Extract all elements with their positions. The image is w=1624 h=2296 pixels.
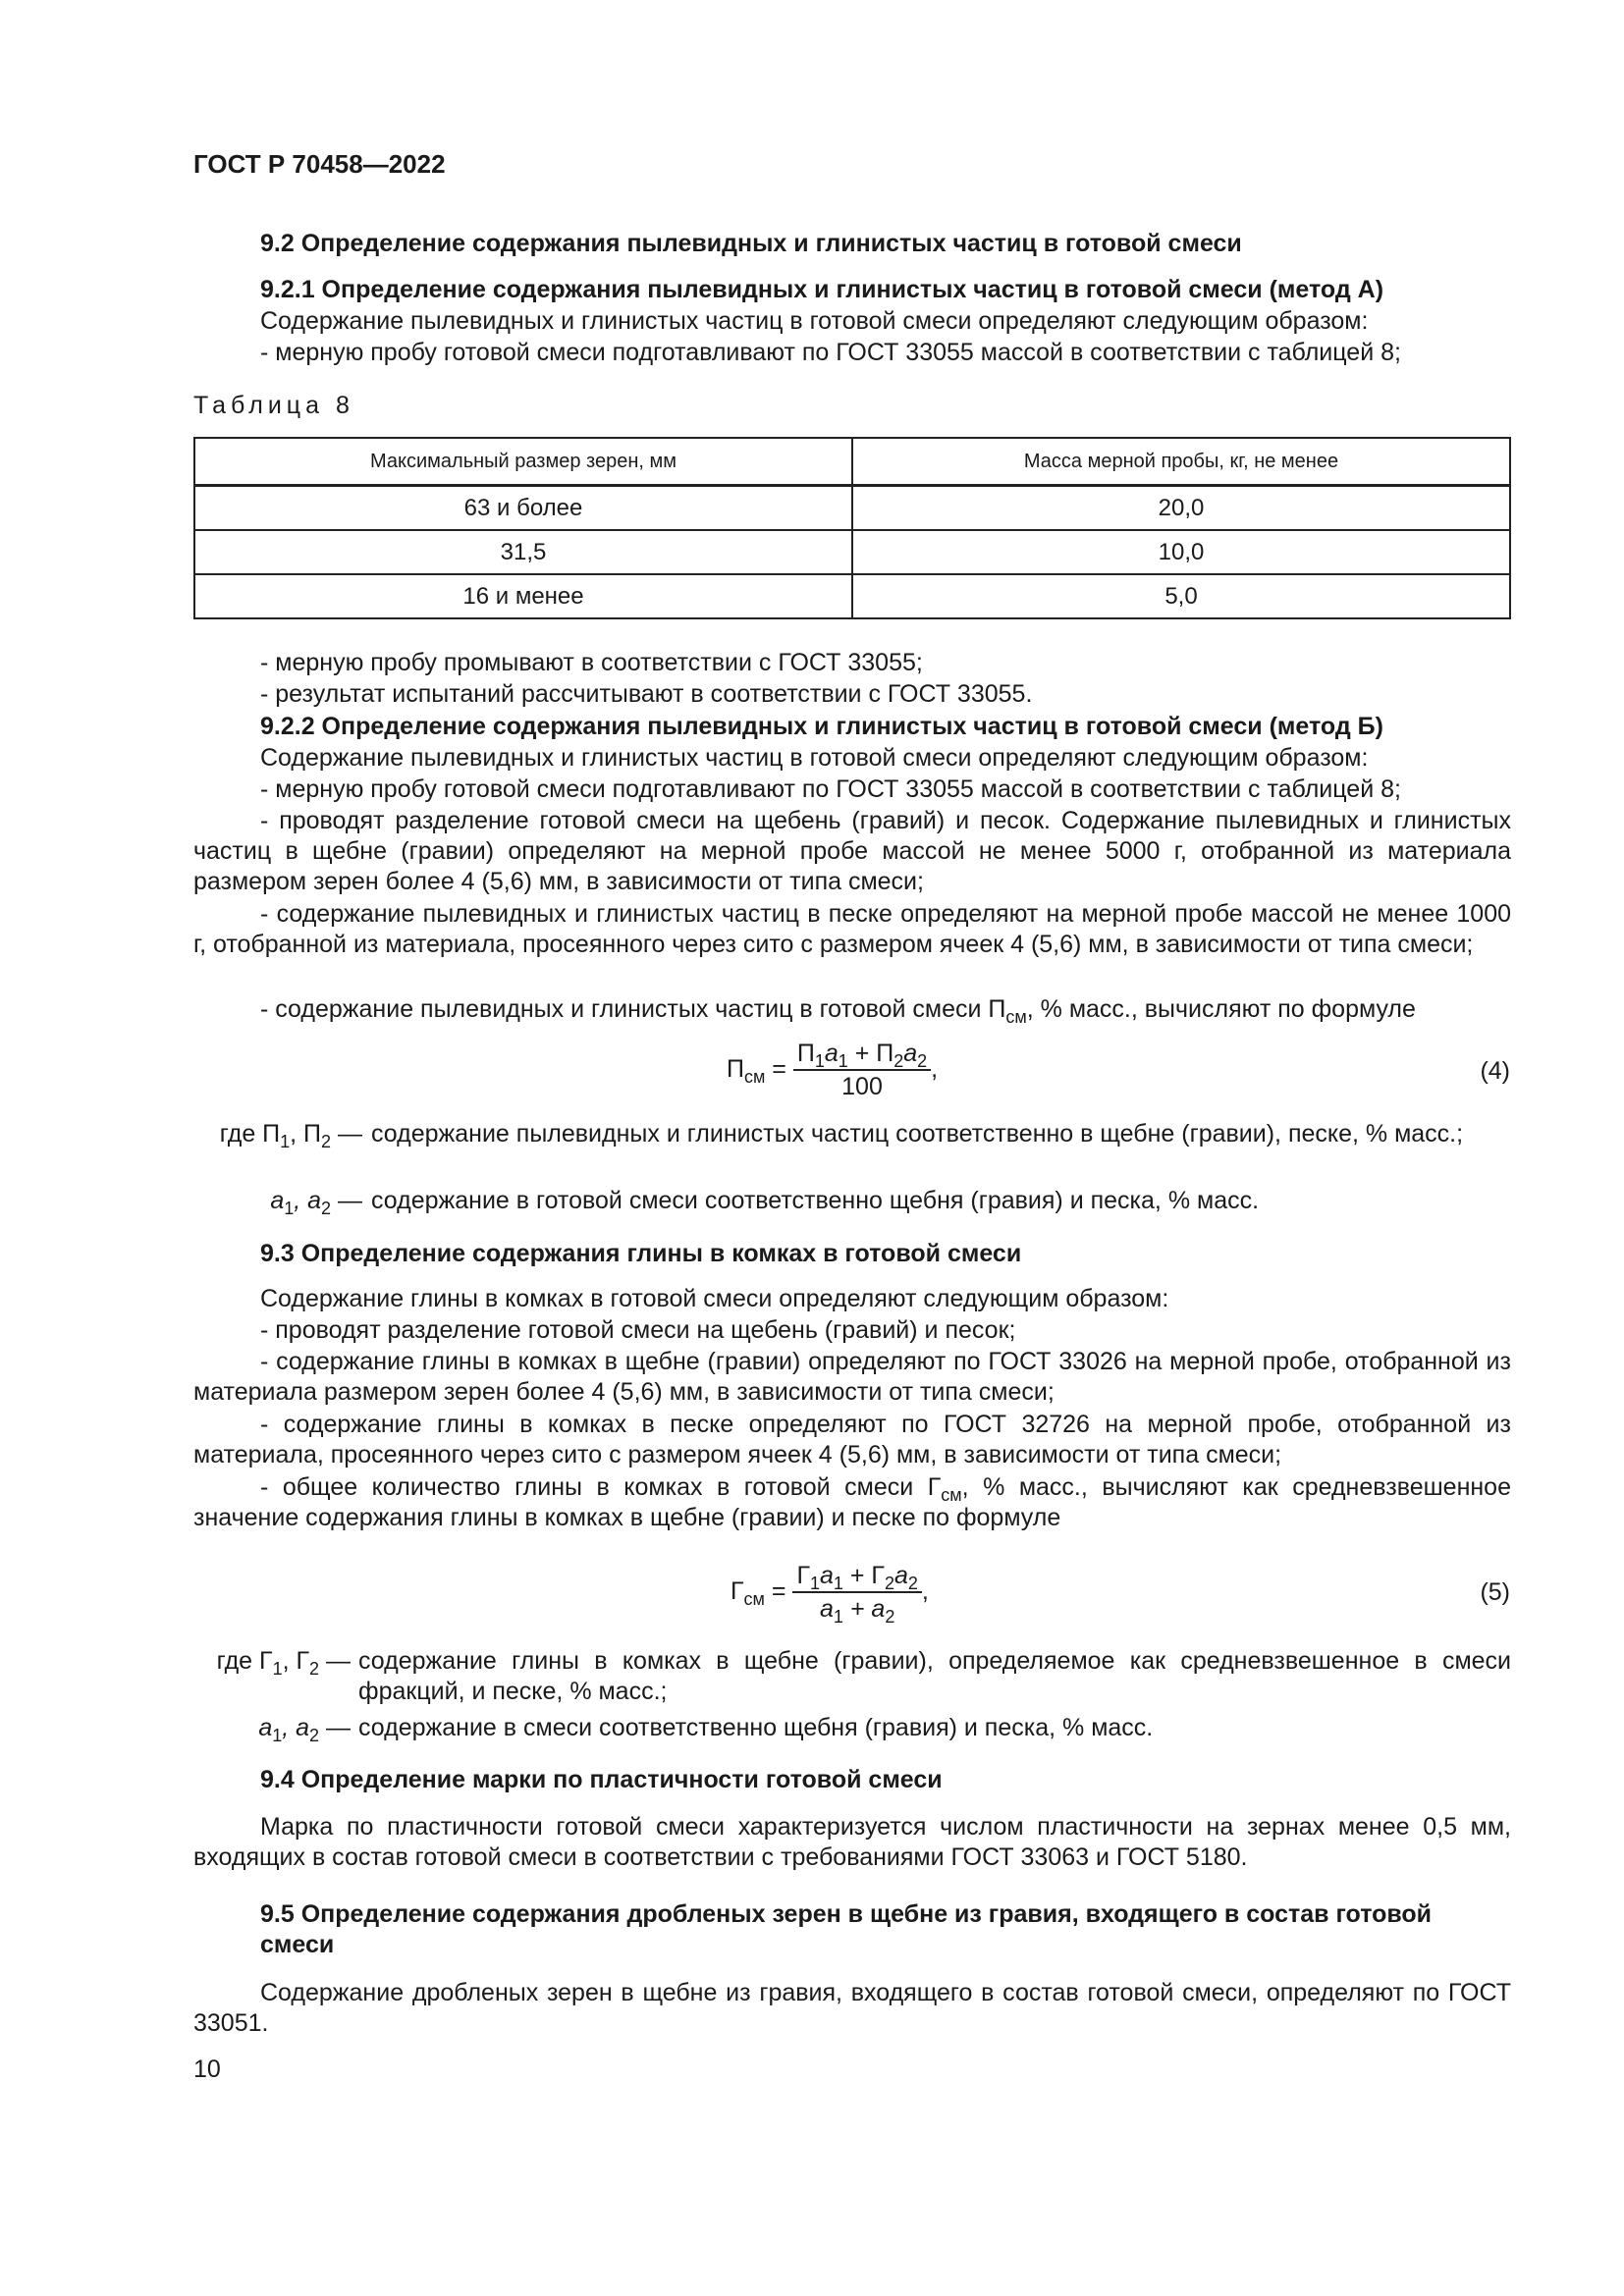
text: , % масс., вычисляют как средневзвешенное значение содержания глины в комках в щебне (гравии) и песке по формуле [193,1473,1511,1531]
table-header-cell: Максимальный размер зерен, мм [194,438,852,486]
page-number: 10 [193,2056,221,2083]
fraction [793,1039,931,1102]
paragraph: - мерную пробу готовой смеси подготавливают по ГОСТ 33055 массой в соответствии с таблицей 8; [260,775,1401,803]
formula-lhs: П [727,1055,744,1084]
subscript: см [743,1589,765,1610]
fraction [792,1561,921,1625]
formula-tail: , [921,1577,929,1606]
text: - общее количество глины в комках в готовой смеси Г [260,1473,942,1501]
legend-text: содержание в готовой смеси соответственно щебня (гравия) и песка, % масс. [371,1187,1260,1214]
table-header-row [194,438,1510,486]
subscript: см [941,1485,962,1505]
formula-tail: , [931,1055,939,1084]
paragraph [193,1472,1511,1533]
paragraph: Содержание пылевидных и глинистых частиц в готовой смеси определяют следующим образом: [260,307,1369,335]
text: - содержание пылевидных и глинистых частиц в готовой смеси П [260,995,1006,1023]
numerator: $П_1a_1 + П_2a_2$ [793,1039,931,1071]
equals-sign: = [771,1577,786,1606]
paragraph [260,994,1416,1025]
table-row [194,486,1510,531]
table-header-cell: Масса мерной пробы, кг, не менее [852,438,1510,486]
paragraph: - содержание глины в комках в щебне (гравии) определяют по ГОСТ 33026 на мерной пробе, отобранной из материала размером зерен более 4 (5,6) мм, в зависимости от типа смеси; [193,1348,1511,1406]
section-9-5-heading: 9.5 Определение содержания дробленых зерен в щебне из гравия, входящего в состав готовой смеси [260,1900,1433,1958]
legend-text: содержание в смеси соответственно щебня (гравия) и песка, % масс. [358,1714,1154,1741]
legend-text: содержание глины в комках в щебне (гравии), определяемое как средневзвешенное в смеси фракций, и песке, % масс.; [358,1647,1511,1705]
paragraph: - мерную пробу готовой смеси подготавливают по ГОСТ 33055 массой в соответствии с таблицей 8; [260,339,1401,366]
text: , % масс., вычисляют по формуле [1026,995,1416,1023]
equation-number: (5) [1480,1578,1510,1606]
formula-5 [731,1561,929,1625]
section-9-2-heading: 9.2 Определение содержания пылевидных и глинистых частиц в готовой смеси [260,230,1242,257]
table-cell: 63 и более [194,486,852,531]
section-9-4-heading: 9.4 Определение марки по пластичности готовой смеси [260,1766,943,1793]
section-9-2-2-heading: 9.2.2 Определение содержания пылевидных и глинистых частиц в готовой смеси (метод Б) [260,713,1383,740]
table-cell: 16 и менее [194,574,852,618]
paragraph: - проводят разделение готовой смеси на щебень (гравий) и песок; [260,1316,1016,1344]
section-9-2-1-heading: 9.2.1 Определение содержания пылевидных и глинистых частиц в готовой смеси (метод А) [260,276,1384,303]
table-cell: 31,5 [194,530,852,574]
equation-number: (4) [1480,1057,1510,1085]
paragraph: Содержание пылевидных и глинистых частиц в готовой смеси определяют следующим образом: [260,744,1369,772]
formula-lhs: Г [731,1577,744,1606]
subscript: см [743,1067,766,1088]
equals-sign: = [772,1055,786,1084]
table-row [194,574,1510,618]
section-9-3-heading: 9.3 Определение содержания глины в комках в готовой смеси [260,1240,1022,1267]
subscript: см [1005,1007,1027,1027]
paragraph: - проводят разделение готовой смеси на щебень (гравий) и песок. Содержание пылевидных и глинистых частиц в щебне (гравии) определяют на мерной пробе массой не менее 5000 г, отобранной из материала размером зерен более 4 (5,6) мм, в зависимости от типа смеси; [193,807,1511,895]
formula-4 [727,1039,938,1102]
paragraph: Содержание дробленых зерен в щебне из гравия, входящего в состав готовой смеси, определяют по ГОСТ 33051. [193,1979,1511,2037]
table-caption: Таблица 8 [193,392,354,419]
table-row [194,530,1510,574]
paragraph: - результат испытаний рассчитывают в соответствии с ГОСТ 33055. [260,680,1033,708]
legend-symbol: где $П_1$, $П_2$ — [219,1120,362,1151]
paragraph: - содержание пылевидных и глинистых частиц в песке определяют на мерной пробе массой не менее 1000 г, отобранной из материала, просеянного через сито с размером ячеек 4 (5,6) мм, в зависимости от типа смеси; [193,900,1511,958]
denominator: 100 [841,1073,883,1100]
denominator: $a_1 + a_2$ [819,1595,895,1627]
paragraph: - содержание глины в комках в песке определяют по ГОСТ 32726 на мерной пробе, отобранной из материала, просеянного через сито с размером ячеек 4 (5,6) мм, в зависимости от типа смеси; [193,1411,1511,1468]
legend-text: содержание пылевидных и глинистых частиц соответственно в щебне (гравии), песке, % масс.; [371,1120,1464,1148]
table-cell: 20,0 [852,486,1510,531]
table-8 [193,437,1511,619]
table-cell: 5,0 [852,574,1510,618]
legend-symbol: где $Г_1$, $Г_2$ — [216,1647,351,1679]
paragraph: Содержание глины в комках в готовой смеси определяют следующим образом: [260,1285,1169,1312]
document-code: ГОСТ Р 70458—2022 [193,149,446,179]
legend-symbol: $a_1$, $a_2$ — [270,1187,362,1218]
paragraph: - мерную пробу промывают в соответствии с ГОСТ 33055; [260,649,923,676]
table-cell: 10,0 [852,530,1510,574]
numerator: $Г_1a_1 + Г_2a_2$ [792,1561,921,1593]
paragraph: Марка по пластичности готовой смеси характеризуется числом пластичности на зернах менее 0,5 мм, входящих в состав готовой смеси в соответствии с требованиями ГОСТ 33063 и ГОСТ 5180. [193,1813,1511,1871]
legend-symbol: $a_1$, $a_2$ — [258,1714,351,1745]
